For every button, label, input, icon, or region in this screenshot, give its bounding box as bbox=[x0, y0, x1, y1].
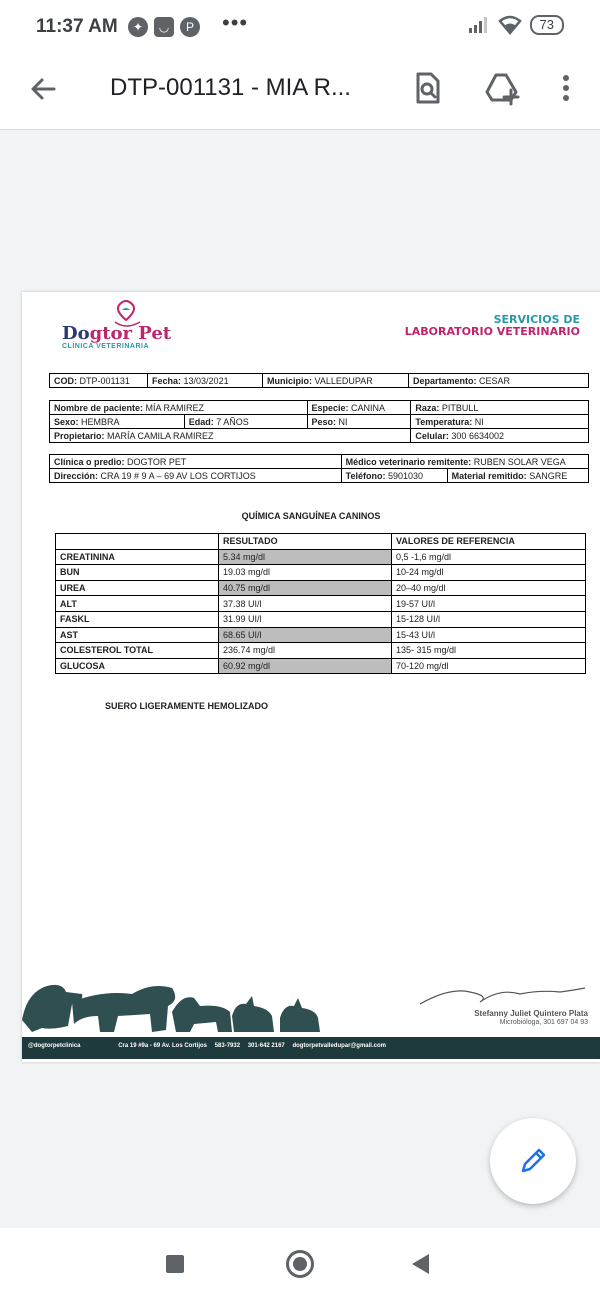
notification-icons bbox=[128, 17, 200, 37]
test-name: COLESTEROL TOTAL bbox=[56, 643, 219, 659]
lab-services-title: SERVICIOS DE LABORATORIO VETERINARIO bbox=[404, 313, 580, 338]
back-button[interactable] bbox=[412, 1254, 429, 1274]
footer-address: Cra 19 #9a - 69 Av. Los Cortijos bbox=[118, 1043, 208, 1049]
test-result: 40.75 mg/dl bbox=[219, 580, 392, 596]
record-code: COD: DTP-001131 bbox=[50, 374, 148, 388]
test-result: 19.03 mg/dl bbox=[219, 565, 392, 581]
status-bar bbox=[0, 0, 600, 56]
add-to-drive-icon[interactable] bbox=[484, 70, 520, 106]
patient-species: Especie: CANINA bbox=[307, 401, 411, 415]
clinic-table bbox=[49, 454, 589, 483]
messenger-icon: ✦ bbox=[128, 17, 148, 37]
pencil-icon bbox=[517, 1145, 549, 1177]
patient-temperature: Temperatura: NI bbox=[411, 415, 589, 429]
home-button[interactable] bbox=[286, 1250, 314, 1278]
signer-name: Stefanny Juliet Quintero Plata bbox=[474, 1009, 588, 1018]
more-notifications-icon: ••• bbox=[222, 10, 249, 35]
result-row bbox=[56, 627, 586, 643]
header-result: RESULTADO bbox=[219, 534, 392, 550]
test-name: CREATININA bbox=[56, 549, 219, 565]
recents-button[interactable] bbox=[166, 1255, 184, 1273]
wifi-icon bbox=[498, 15, 522, 35]
logo-name: Dogtor Pet bbox=[62, 323, 172, 344]
system-nav-bar bbox=[0, 1228, 600, 1300]
test-reference: 135- 315 mg/dl bbox=[392, 643, 586, 659]
more-options-icon[interactable] bbox=[548, 70, 584, 106]
result-row bbox=[56, 643, 586, 659]
document-title: DTP-001131 - MIA R... bbox=[110, 74, 351, 101]
battery-indicator: 73 bbox=[530, 15, 564, 35]
test-reference: 0,5 -1,6 mg/dl bbox=[392, 549, 586, 565]
test-name: FASKL bbox=[56, 611, 219, 627]
sample-material: Material remitido: SANGRE bbox=[447, 469, 588, 483]
test-reference: 15-43 UI/l bbox=[392, 627, 586, 643]
test-result: 5.34 mg/dl bbox=[219, 549, 392, 565]
result-row bbox=[56, 580, 586, 596]
test-reference: 10-24 mg/dl bbox=[392, 565, 586, 581]
status-time: 11:37 AM bbox=[36, 16, 118, 37]
footer-phone-2: 301-642 2167 bbox=[247, 1043, 285, 1049]
test-reference: 15-128 UI/l bbox=[392, 611, 586, 627]
test-result: 31.99 UI/l bbox=[219, 611, 392, 627]
clinic-phone: Teléfono: 5901030 bbox=[341, 469, 447, 483]
test-name: UREA bbox=[56, 580, 219, 596]
signal-icon bbox=[468, 16, 490, 34]
result-row bbox=[56, 549, 586, 565]
footer-phone-1: 583-7932 bbox=[214, 1043, 241, 1049]
result-row bbox=[56, 611, 586, 627]
patient-sex: Sexo: HEMBRA bbox=[50, 415, 185, 429]
patient-table bbox=[49, 400, 589, 443]
patient-owner: Propietario: MARÍA CAMILA RAMIREZ bbox=[50, 429, 411, 443]
signature-icon bbox=[410, 982, 590, 1012]
test-result: 60.92 mg/dl bbox=[219, 658, 392, 674]
record-date: Fecha: 13/03/2021 bbox=[148, 374, 263, 388]
pinterest-icon: P bbox=[180, 17, 200, 37]
clinic-address: Dirección: CRA 19 # 9 A – 69 AV LOS CORTIJOS bbox=[50, 469, 342, 483]
result-row bbox=[56, 596, 586, 612]
app-bar bbox=[0, 56, 600, 130]
find-in-document-icon[interactable] bbox=[409, 70, 445, 106]
patient-phone: Celular: 300 6634002 bbox=[411, 429, 589, 443]
test-result: 236.74 mg/dl bbox=[219, 643, 392, 659]
result-row bbox=[56, 565, 586, 581]
test-name: BUN bbox=[56, 565, 219, 581]
results-table bbox=[55, 533, 586, 674]
record-table bbox=[49, 373, 589, 388]
result-row bbox=[56, 658, 586, 674]
patient-name: Nombre de paciente: MÍA RAMIREZ bbox=[50, 401, 308, 415]
record-municipality: Municipio: VALLEDUPAR bbox=[263, 374, 409, 388]
patient-age: Edad: 7 AÑOS bbox=[184, 415, 307, 429]
test-result: 37.38 UI/l bbox=[219, 596, 392, 612]
test-name: AST bbox=[56, 627, 219, 643]
signer-role: Microbióloga, 301 697 04 93 bbox=[499, 1019, 588, 1026]
header-reference: VALORES DE REFERENCIA bbox=[392, 534, 586, 550]
test-name: GLUCOSA bbox=[56, 658, 219, 674]
shopping-bag-icon: ◡ bbox=[154, 17, 174, 37]
referring-vet: Médico veterinario remitente: RUBEN SOLAR VEGA bbox=[341, 455, 588, 469]
edit-fab-button[interactable] bbox=[490, 1118, 576, 1204]
results-header-row bbox=[56, 534, 586, 550]
patient-breed: Raza: PITBULL bbox=[411, 401, 589, 415]
document-page[interactable] bbox=[22, 292, 600, 1062]
test-name: ALT bbox=[56, 596, 219, 612]
test-reference: 20–40 mg/dl bbox=[392, 580, 586, 596]
header-empty bbox=[56, 534, 219, 550]
test-reference: 19-57 UI/l bbox=[392, 596, 586, 612]
back-arrow-icon[interactable] bbox=[26, 72, 60, 106]
test-reference: 70-120 mg/dl bbox=[392, 658, 586, 674]
social-handle: @dogtorpetclinica bbox=[28, 1043, 81, 1049]
logo-subtitle: CLÍNICA VETERINARIA bbox=[62, 343, 150, 350]
clinic-name: Clínica o predio: DOGTOR PET bbox=[50, 455, 342, 469]
system-icons bbox=[468, 15, 564, 35]
test-result: 68.65 UI/l bbox=[219, 627, 392, 643]
footer-bar bbox=[22, 1037, 600, 1059]
sample-note: SUERO LIGERAMENTE HEMOLIZADO bbox=[105, 701, 269, 711]
section-title: QUÍMICA SANGUÍNEA CANINOS bbox=[241, 511, 381, 521]
patient-weight: Peso: NI bbox=[307, 415, 411, 429]
record-department: Departamento: CESAR bbox=[409, 374, 589, 388]
footer-email: dogtorpetvalledupar@gmail.com bbox=[292, 1043, 386, 1049]
